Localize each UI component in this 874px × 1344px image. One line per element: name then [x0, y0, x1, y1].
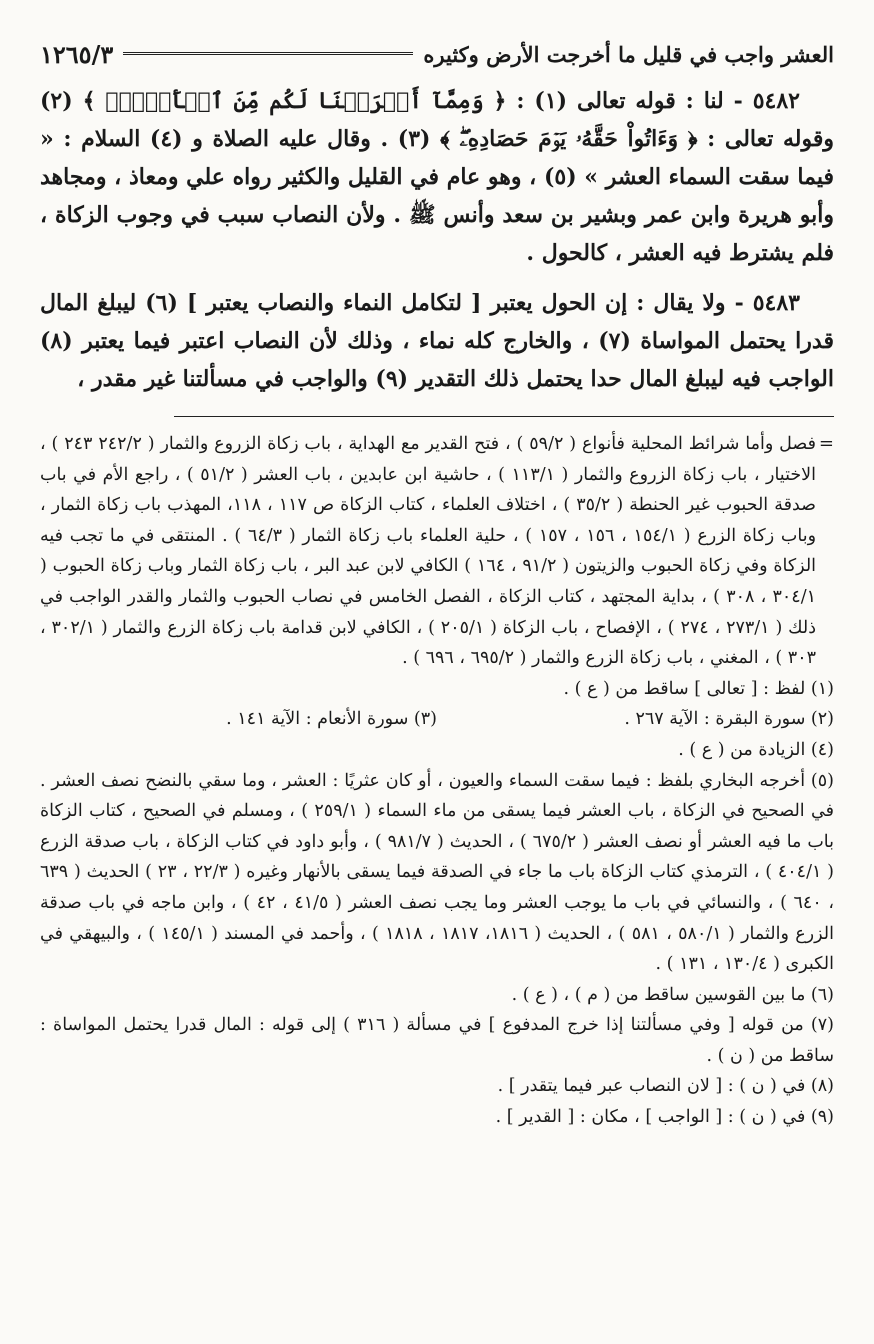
footnote-7: (٧) من قوله [ وفي مسألتنا إذا خرج المدفوع ] في مسألة ( ٣١٦ ) إلى قوله : المال قدرا يحتمل المواساة : ساقط من ( ن ) .	[40, 1015, 834, 1066]
page-number: ١٢٦٥/٣	[40, 39, 114, 69]
header-rule	[123, 52, 413, 57]
header-title: العشر واجب في قليل ما أخرجت الأرض وكثيره	[423, 41, 834, 67]
footnote-row	[40, 704, 834, 735]
footnote-row	[40, 674, 834, 705]
running-header	[40, 38, 834, 70]
footnote-continued	[40, 429, 834, 674]
footnote-9: (٩) في ( ن ) : [ الواجب ] ، مكان : [ القدير ] .	[495, 1107, 834, 1128]
continuation-marker: =	[818, 433, 834, 454]
paragraph-5482: ٥٤٨٢ - لنا : قوله تعالى (١) : ﴿ وَمِمَّآ أَخۡرَجۡنَا لَكُم مِّنَ ٱلۡأَرۡضِۖ ﴾ (٢) وقوله تعالى : ﴿ وَءَاتُواْ حَقَّهُۥ يَوۡمَ حَصَادِهِۦۖ ﴾ (٣) . وقال عليه الصلاة و (٤) السلام : « فيما سقت السماء العشر » (٥) ، وهو عام في القليل والكثير رواه علي ومعاذ ، ومجاهد وأبو هريرة وابن عمر وبشير بن سعد وأنس ﷺ . ولأن النصاب سبب في وجوب الزكاة ، فلم يشترط فيه العشر ، كالحول .	[40, 88, 834, 266]
footnote-8: (٨) في ( ن ) : [ لان النصاب عبر فيما يتقدر ] .	[497, 1076, 834, 1097]
footnote-6: (٦) ما بين القوسين ساقط من ( م ) ، ( ع ) .	[511, 984, 834, 1005]
footnote-continued-text: فصل وأما شرائط المحلية فأنواع ( ٥٩/٢ ) ، فتح القدير مع الهداية ، باب زكاة الزروع والثمار ( ٢٤٢/٢ ٢٤٣ ) ، الاختيار ، باب زكاة الزروع والثمار ( ١١٣/١ ) ، حاشية ابن عابدين ، باب العشر ( ٥١/٢ ) ، راجع الأم في باب صدقة الحبوب غير الحنطة ( ٣٥/٢ ) ، اختلاف العلماء ، كتاب الزكاة ص ١١٧ ، ١١٨، المهذب باب زكاة الثمار ، وباب زكاة الزرع ( ١٥٤/١ ، ١٥٦ ، ١٥٧ ) ، حلية العلماء باب زكاة الثمار ( ٦٤/٣ ) . المنتقى في ما تجب فيه الزكاة وفي زكاة الحبوب والزيتون ( ٩١/٢ ، ١٦٤ ) الكافي لابن عبد البر ، باب زكاة الثمار وباب زكاة الحبوب ( ٣٠٤/١ ، ٣٠٨ ) ، بداية المجتهد ، كتاب الزكاة ، الفصل الخامس في نصاب الحبوب والثمار والقدر الواجب في ذلك ( ٢٧٣/١ ، ٢٧٤ ) ، الإفصاح ، باب الزكاة ( ٢٠٥/١ ) ، الكافي لابن قدامة باب زكاة الزرع والثمار ( ٣٠٢/١ ، ٣٠٣ ) ، المغني ، باب زكاة الزرع والثمار ( ٦٩٥/٢ ، ٦٩٦ ) .	[40, 434, 817, 669]
footnote-separator	[174, 416, 834, 417]
footnotes	[40, 429, 834, 1133]
footnote-4: (٤) الزيادة من ( ع ) .	[678, 739, 834, 760]
paragraph-5483: ٥٤٨٣ - ولا يقال : إن الحول يعتبر [ لتكامل النماء والنصاب يعتبر ] (٦) ليبلغ المال قدرا يحتمل المواساة (٧) ، والخارج كله نماء ، وذلك لأن النصاب اعتبر فيما يعتبر (٨) الواجب فيه ليبلغ المال حدا يحتمل ذلك التقدير (٩) والواجب في مسألتنا غير مقدر ،	[40, 290, 834, 392]
footnote-2: (٢) سورة البقرة : الآية ٢٦٧ .	[624, 709, 834, 730]
footnote-5: (٥) أخرجه البخاري بلفظ : فيما سقت السماء والعيون ، أو كان عثريًا : العشر ، وما سقي بالنضح نصف العشر . في الصحيح في الزكاة ، باب العشر فيما يسقى من ماء السماء ( ٢٥٩/١ ) ، ومسلم في الصحيح ، كتاب الزكاة باب ما فيه العشر أو نصف العشر ( ٦٧٥/٢ ) ، الحديث ( ٩٨١/٧ ) ، وأبو داود في كتاب الزكاة ، باب صدقة الزرع ( ٤٠٤/١ ) ، الترمذي كتاب الزكاة باب ما جاء في الصدقة فيما يسقى بالأنهار وغيره ( ٢٢/٣ ، ٢٣ ) الحديث ( ٦٣٩ ، ٦٤٠ ) ، والنسائي في باب ما يوجب العشر وما يجب نصف العشر ( ٤١/٥ ، ٤٢ ) ، وابن ماجه في باب صدقة الزرع والثمار ( ٥٨٠/١ ، ٥٨١ ) ، الحديث ( ١٨١٦، ١٨١٧ ، ١٨١٨ ) ، وأحمد في المسند ( ١٤٥/١ ) ، والبيهقي في الكبرى ( ١٣٠/٤ ، ١٣١ ) .	[40, 770, 834, 975]
footnote-3: (٣) سورة الأنعام : الآية ١٤١ .	[226, 709, 437, 730]
main-text	[40, 82, 834, 398]
footnote-1: (١) لفظ : [ تعالى ] ساقط من ( ع ) .	[563, 678, 834, 699]
